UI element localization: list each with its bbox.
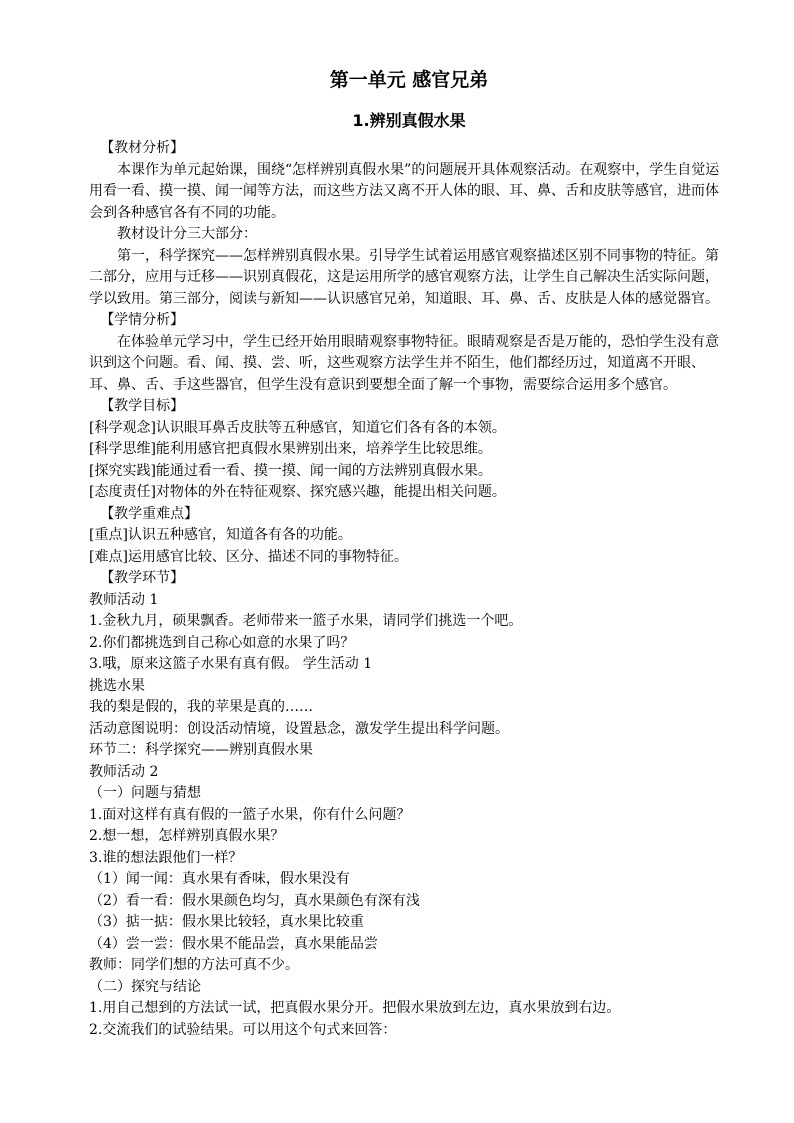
paragraph: 教材设计分三大部分： <box>117 226 257 242</box>
paragraph: 教师：同学们想的方法可真不少。 <box>89 957 299 973</box>
unit-title: 第一单元 感官兄弟 <box>329 69 489 91</box>
paragraph: 教师活动 2 <box>89 763 159 780</box>
paragraph: 2.想一想，怎样辨别真假水果？ <box>89 828 285 844</box>
paragraph: （一）问题与猜想 <box>89 785 201 801</box>
section-heading: 【学情分析】 <box>100 312 185 328</box>
paragraph: [探究实践]能通过看一看、摸一摸、闻一闻的方法辨别真假水果。 <box>89 462 492 479</box>
paragraph: 3.谁的想法跟他们一样？ <box>89 849 243 866</box>
paragraph: 3.哦，原来这篮子水果有真有假。 学生活动 1 <box>89 656 373 672</box>
paragraph: [态度责任]对物体的外在特征观察、探究感兴趣，能提出相关问题。 <box>89 484 506 500</box>
paragraph: 教师活动 1 <box>89 591 159 608</box>
paragraph: 我的梨是假的，我的苹果是真的…… <box>89 699 313 715</box>
paragraph: [重点]认识五种感官，知道各有各的功能。 <box>89 527 352 543</box>
paragraph: 在体验单元学习中，学生已经开始用眼睛观察事物特征。眼睛观察是否是万能的，恐怕学生没有意识到这个问题。看、闻、摸、尝、听，这些观察方法学生并不陌生，他们都经历过，知道离不开眼、耳、鼻、舌、手这些器官，但学生没有意识到要想全面了解一个事物，需要综合运用多个感官。 <box>89 333 719 393</box>
paragraph: [科学思维]能利用感官把真假水果辨别出来，培养学生比较思维。 <box>89 441 492 457</box>
paragraph: （1）闻一闻：真水果有香味，假水果没有 <box>89 871 350 887</box>
section-heading: 【教材分析】 <box>100 140 185 156</box>
paragraph: （3）掂一掂：假水果比较轻，真水果比较重 <box>89 914 364 930</box>
paragraph: 2.交流我们的试验结果。可以用这个句式来回答： <box>89 1021 397 1038</box>
paragraph: [难点]运用感官比较、区分、描述不同的事物特征。 <box>89 548 408 565</box>
section-heading: 【教学环节】 <box>100 570 185 586</box>
paragraph: 1.金秋九月，硕果飘香。老师带来一篮子水果，请同学们挑选一个吧。 <box>89 613 523 629</box>
paragraph: 挑选水果 <box>89 677 145 694</box>
paragraph: 第一，科学探究——怎样辨别真假水果。引导学生试着运用感官观察描述区别不同事物的特征。第二部分，应用与迁移——识别真假花，这是运用所学的感官观察方法，让学生自己解决生活实际问题，学以致用。第三部分，阅读与新知——认识感官兄弟，知道眼、耳、鼻、舌、皮肤是人体的感觉器官。 <box>89 247 719 307</box>
document-page <box>89 66 729 1041</box>
paragraph: （4）尝一尝：假水果不能品尝，真水果能品尝 <box>89 935 378 952</box>
paragraph: （2）看一看：假水果颜色均匀，真水果颜色有深有浅 <box>89 892 420 909</box>
paragraph: 本课作为单元起始课，围绕“怎样辨别真假水果”的问题展开具体观察活动。在观察中，学生自觉运用看一看、摸一摸、闻一闻等方法，而这些方法又离不开人体的眼、耳、鼻、舌和皮肤等感官，进而体会到各种感官各有不同的功能。 <box>89 161 720 221</box>
paragraph: （二）探究与结论 <box>89 978 201 995</box>
document-body <box>89 138 729 1041</box>
paragraph: 2.你们都挑选到自己称心如意的水果了吗？ <box>89 634 355 651</box>
paragraph: 1.用自己想到的方法试一试，把真假水果分开。把假水果放到左边，真水果放到右边。 <box>89 1000 621 1016</box>
paragraph: 环节二：科学探究——辨别真假水果 <box>89 742 313 758</box>
paragraph: [科学观念]认识眼耳鼻舌皮肤等五种感官，知道它们各有各的本领。 <box>89 419 506 436</box>
lesson-title: 1.辨别真假水果 <box>352 111 466 130</box>
paragraph: 1.面对这样有真有假的一篮子水果，你有什么问题？ <box>89 806 411 823</box>
paragraph: 活动意图说明：创设活动情境，设置悬念，激发学生提出科学问题。 <box>89 720 509 737</box>
section-heading: 【教学重难点】 <box>100 505 199 522</box>
section-heading: 【教学目标】 <box>100 398 185 414</box>
